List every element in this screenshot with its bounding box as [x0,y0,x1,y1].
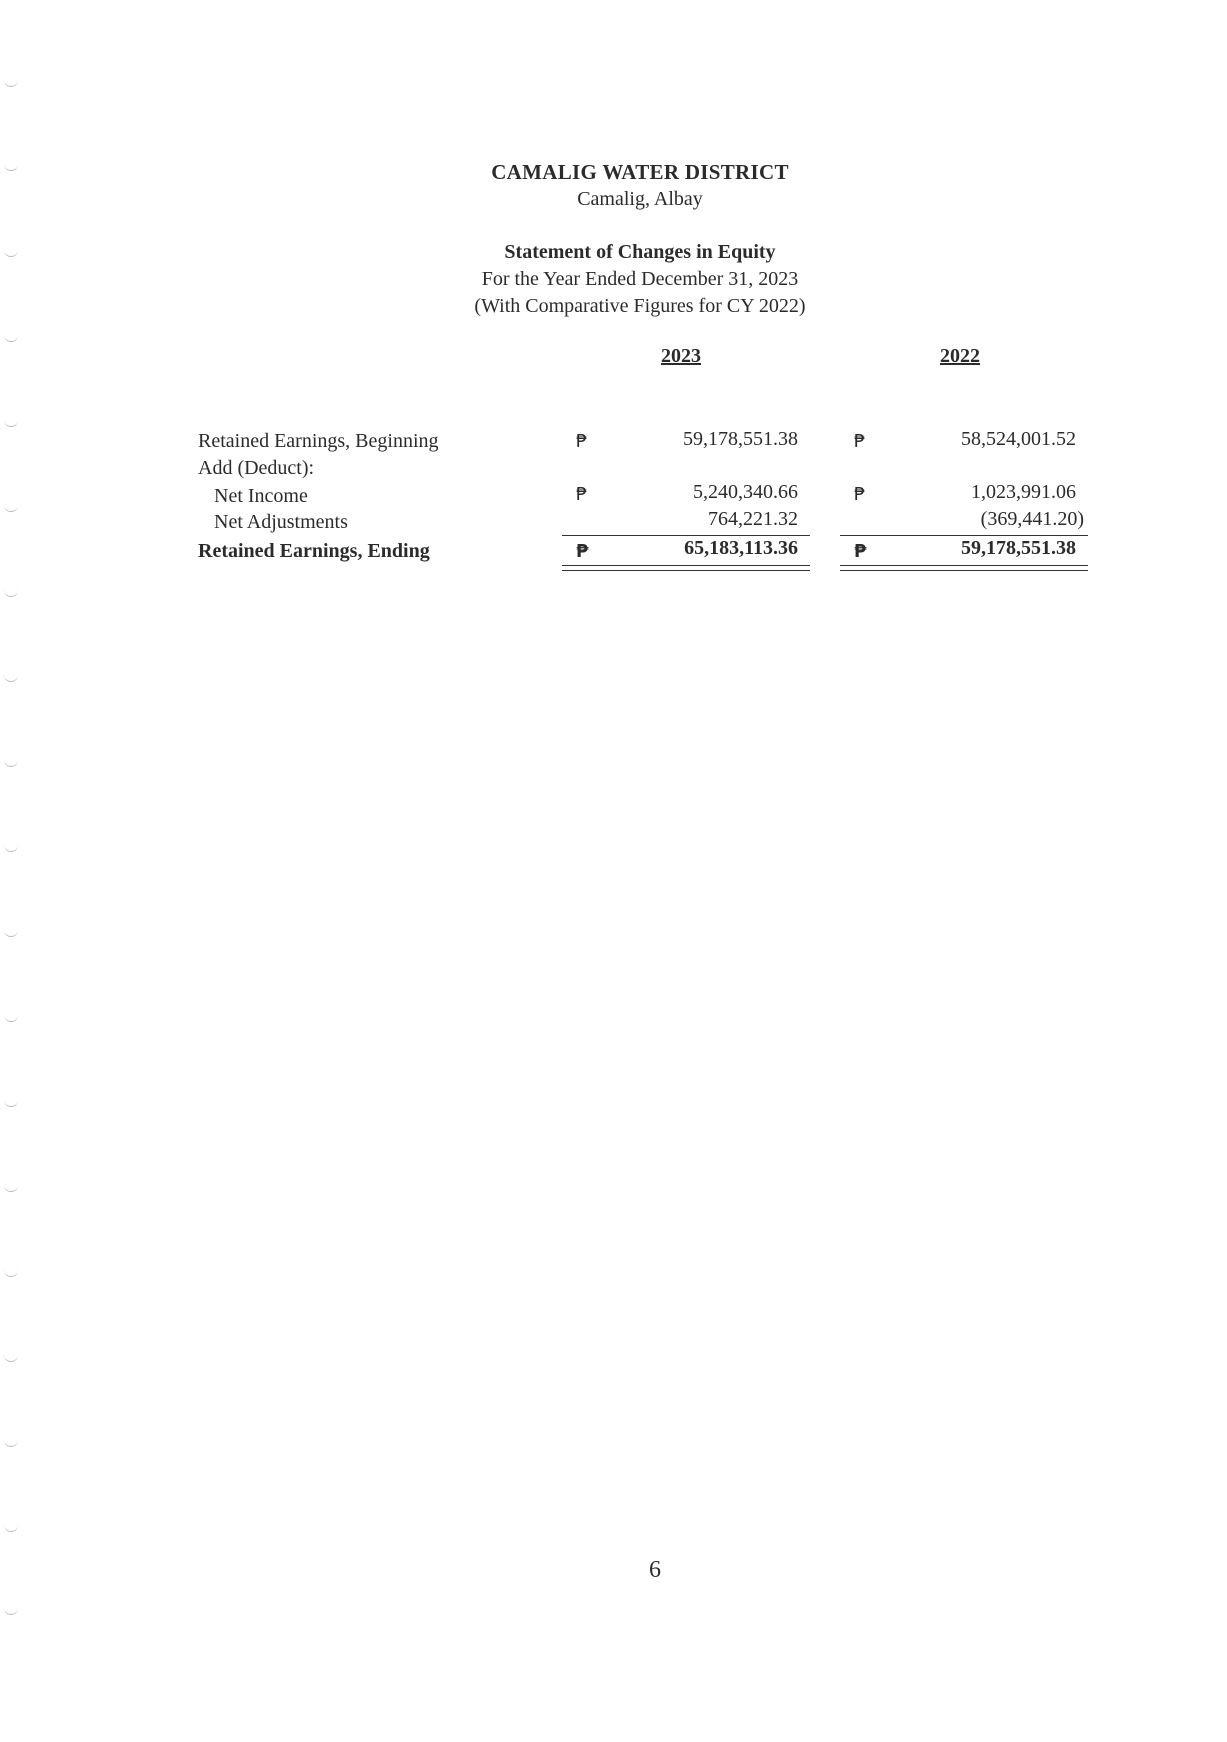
binder-hole-mark [4,1606,18,1615]
subtotal-rule-2023 [562,535,810,536]
page-number: 6 [649,1557,661,1583]
amount-2023: 65,183,113.36 [684,537,798,559]
amount-2023: 5,240,340.66 [693,481,798,503]
total-double-rule-2023-bottom [562,570,810,571]
row-label: Retained Earnings, Beginning [198,430,439,452]
column-header-2023: 2023 [661,345,701,367]
peso-sign: ₱ [576,484,588,505]
binder-hole-mark [4,78,18,87]
total-double-rule-2022-top [840,565,1088,566]
amount-2022: (369,441.20) [980,508,1084,530]
binder-hole-mark [4,248,18,257]
binder-hole-mark [4,758,18,767]
binder-hole-mark [4,1013,18,1022]
binder-hole-mark [4,1523,18,1532]
binder-hole-mark [4,1438,18,1447]
amount-2022: 58,524,001.52 [961,428,1076,450]
row-label: Add (Deduct): [198,457,315,479]
organization-location: Camalig, Albay [577,188,703,210]
binder-hole-mark [4,1098,18,1107]
binder-hole-mark [4,1183,18,1192]
peso-sign: ₱ [854,541,867,562]
statement-period: For the Year Ended December 31, 2023 [481,268,799,290]
binder-hole-mark [4,1268,18,1277]
binder-hole-mark [4,843,18,852]
subtotal-rule-2022 [840,535,1088,536]
binder-hole-mark [4,1353,18,1362]
amount-2022: 1,023,991.06 [971,481,1076,503]
statement-comparative-note: (With Comparative Figures for CY 2022) [474,295,806,317]
binder-hole-mark [4,333,18,342]
peso-sign: ₱ [854,431,866,452]
peso-sign: ₱ [576,541,589,562]
binder-hole-mark [4,418,18,427]
row-label: Net Income [214,485,308,507]
binder-hole-mark [4,673,18,682]
organization-name: CAMALIG WATER DISTRICT [491,160,789,184]
binder-hole-mark [4,928,18,937]
amount-2022: 59,178,551.38 [961,537,1076,559]
peso-sign: ₱ [854,484,866,505]
column-header-2022: 2022 [940,345,980,367]
statement-title: Statement of Changes in Equity [504,241,776,263]
binder-hole-mark [4,588,18,597]
total-double-rule-2023-top [562,565,810,566]
row-label: Retained Earnings, Ending [198,540,430,562]
binder-hole-mark [4,162,18,171]
amount-2023: 764,221.32 [708,508,798,530]
row-label: Net Adjustments [214,511,348,533]
binder-hole-mark [4,503,18,512]
amount-2023: 59,178,551.38 [683,428,798,450]
peso-sign: ₱ [576,431,588,452]
total-double-rule-2022-bottom [840,570,1088,571]
